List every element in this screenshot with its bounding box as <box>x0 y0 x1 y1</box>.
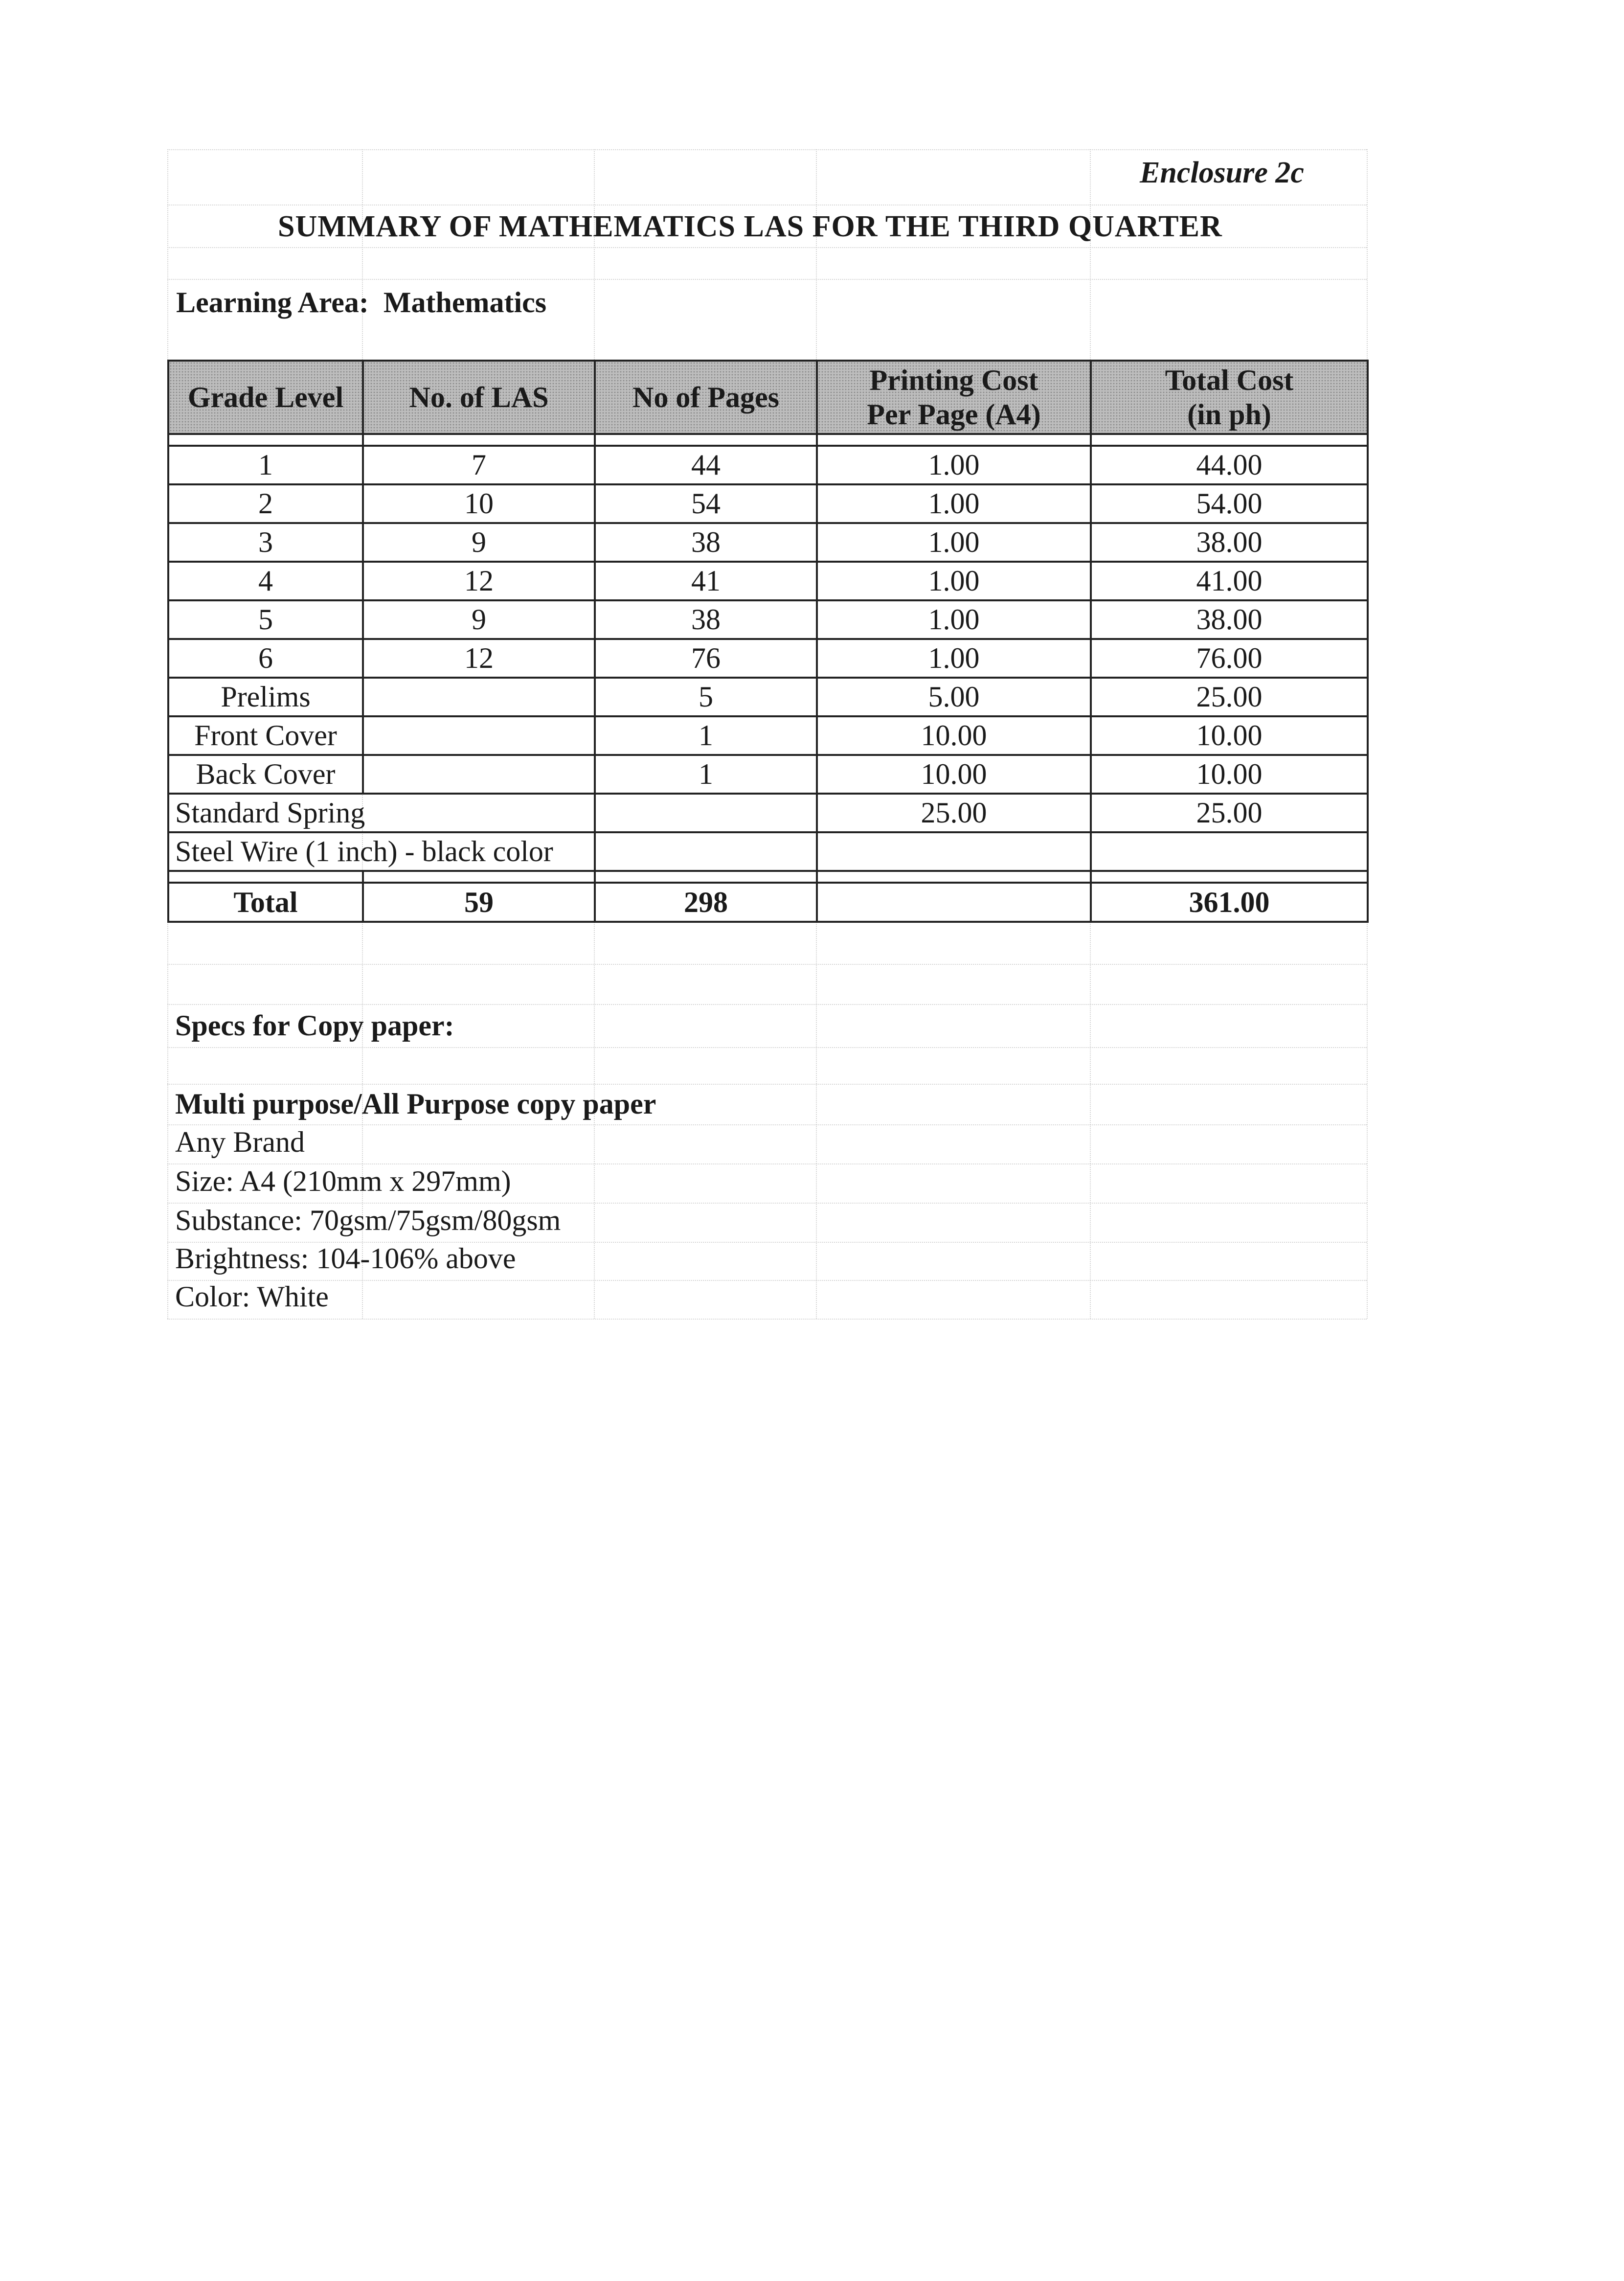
header-no-las: No. of LAS <box>363 361 595 434</box>
grade-cell: 4 <box>168 562 363 600</box>
table-row <box>168 678 1368 716</box>
las-cell: 10 <box>363 484 595 523</box>
grid-line <box>167 1084 1367 1085</box>
item-label: Standard Spring <box>168 794 595 832</box>
pages-cell: 38 <box>595 523 817 562</box>
cost-cell: 1.00 <box>817 523 1091 562</box>
header-printing-cost-line2: Per Page (A4) <box>867 398 1041 431</box>
grade-cell: 2 <box>168 484 363 523</box>
grade-cell: 1 <box>168 446 363 484</box>
las-cell: 9 <box>363 523 595 562</box>
table-row <box>168 446 1368 484</box>
specs-subheading: Multi purpose/All Purpose copy paper <box>175 1088 656 1120</box>
cost-cell: 1.00 <box>817 484 1091 523</box>
spacer-row <box>168 434 1368 446</box>
specs-heading: Specs for Copy paper: <box>175 1009 454 1042</box>
table-row <box>168 600 1368 639</box>
pages-cell: 38 <box>595 600 817 639</box>
header-no-pages: No of Pages <box>595 361 817 434</box>
cost-cell: 1.00 <box>817 639 1091 678</box>
total-row <box>168 883 1368 922</box>
header-total-cost <box>1091 361 1368 434</box>
grade-cell: Prelims <box>168 678 363 716</box>
header-printing-cost <box>817 361 1091 434</box>
pages-cell <box>595 794 817 832</box>
header-grade-level: Grade Level <box>168 361 363 434</box>
grade-cell: 5 <box>168 600 363 639</box>
table-row-wire <box>168 832 1368 871</box>
total-cost-empty <box>817 883 1091 922</box>
grid-line <box>167 964 1367 965</box>
total-cell: 38.00 <box>1091 600 1368 639</box>
total-cell: 38.00 <box>1091 523 1368 562</box>
item-label: Steel Wire (1 inch) - black color <box>168 832 595 871</box>
pages-cell: 1 <box>595 755 817 794</box>
grade-cell: Back Cover <box>168 755 363 794</box>
total-cell: 54.00 <box>1091 484 1368 523</box>
table-row <box>168 562 1368 600</box>
las-cell: 9 <box>363 600 595 639</box>
grid-line <box>167 149 1367 150</box>
header-row <box>168 361 1368 434</box>
las-cell: 7 <box>363 446 595 484</box>
total-las: 59 <box>363 883 595 922</box>
grid-line <box>167 1319 1367 1320</box>
table-row <box>168 716 1368 755</box>
las-cell <box>363 755 595 794</box>
spec-substance: Substance: 70gsm/75gsm/80gsm <box>175 1204 561 1236</box>
grid-line <box>167 1004 1367 1005</box>
las-cell: 12 <box>363 639 595 678</box>
las-cell: 12 <box>363 562 595 600</box>
pages-cell: 76 <box>595 639 817 678</box>
header-total-cost-line2: (in ph) <box>1187 398 1271 431</box>
table-row-spring <box>168 794 1368 832</box>
total-cell: 76.00 <box>1091 639 1368 678</box>
grid-line <box>167 1047 1367 1048</box>
pages-cell <box>595 832 817 871</box>
cost-cell <box>817 832 1091 871</box>
total-cell: 44.00 <box>1091 446 1368 484</box>
total-amount: 361.00 <box>1091 883 1368 922</box>
grade-cell: Front Cover <box>168 716 363 755</box>
table-row <box>168 755 1368 794</box>
las-cell <box>363 678 595 716</box>
pages-cell: 1 <box>595 716 817 755</box>
spacer-row <box>168 871 1368 883</box>
pages-cell: 41 <box>595 562 817 600</box>
total-cell: 25.00 <box>1091 678 1368 716</box>
total-pages: 298 <box>595 883 817 922</box>
grade-cell: 6 <box>168 639 363 678</box>
table-row <box>168 639 1368 678</box>
pages-cell: 54 <box>595 484 817 523</box>
pages-cell: 44 <box>595 446 817 484</box>
cost-cell: 10.00 <box>817 755 1091 794</box>
spec-brand: Any Brand <box>175 1126 305 1158</box>
grid-line <box>167 1280 1367 1281</box>
total-cell: 10.00 <box>1091 716 1368 755</box>
cost-cell: 1.00 <box>817 562 1091 600</box>
grid-line <box>167 247 1367 248</box>
pages-cell: 5 <box>595 678 817 716</box>
total-cell <box>1091 832 1368 871</box>
total-label: Total <box>168 883 363 922</box>
cost-cell: 1.00 <box>817 446 1091 484</box>
grade-cell: 3 <box>168 523 363 562</box>
grid-line <box>167 1124 1367 1125</box>
table-row <box>168 484 1368 523</box>
total-cell: 10.00 <box>1091 755 1368 794</box>
spec-brightness: Brightness: 104-106% above <box>175 1242 516 1275</box>
summary-table <box>167 360 1369 923</box>
las-cell <box>363 716 595 755</box>
spec-size: Size: A4 (210mm x 297mm) <box>175 1165 511 1197</box>
total-cell: 41.00 <box>1091 562 1368 600</box>
cost-cell: 25.00 <box>817 794 1091 832</box>
learning-area <box>176 286 546 319</box>
enclosure-label: Enclosure 2c <box>1140 156 1304 189</box>
total-cell: 25.00 <box>1091 794 1368 832</box>
spec-color: Color: White <box>175 1280 329 1313</box>
header-printing-cost-line1: Printing Cost <box>869 364 1038 396</box>
header-total-cost-line1: Total Cost <box>1165 364 1294 396</box>
cost-cell: 5.00 <box>817 678 1091 716</box>
learning-area-value: Mathematics <box>383 286 547 319</box>
page-title: SUMMARY OF MATHEMATICS LAS FOR THE THIRD QUARTER <box>278 210 1222 243</box>
grid-line <box>167 279 1367 280</box>
cost-cell: 10.00 <box>817 716 1091 755</box>
learning-area-label: Learning Area: <box>176 286 369 319</box>
cost-cell: 1.00 <box>817 600 1091 639</box>
table-row <box>168 523 1368 562</box>
